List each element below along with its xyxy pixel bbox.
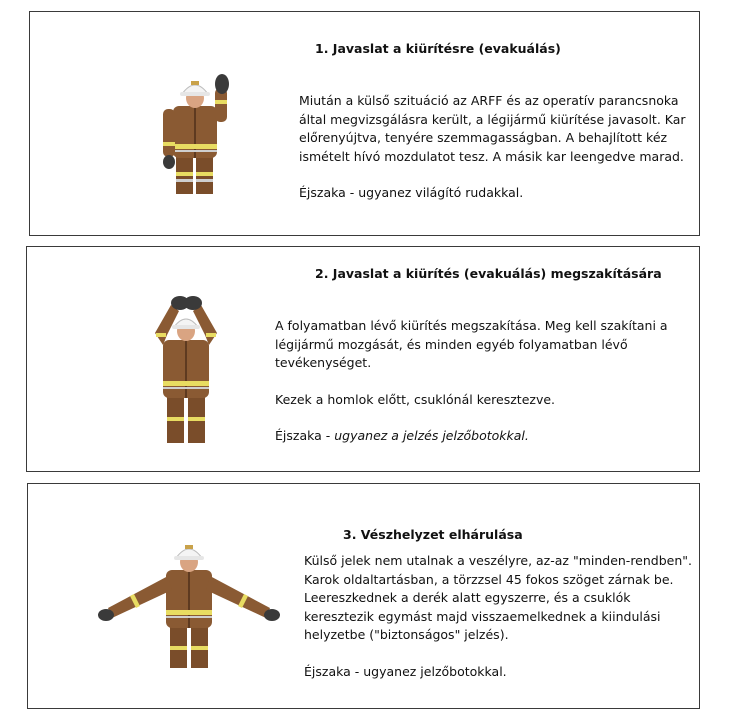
- section-title: 3. Vészhelyzet elhárulása: [343, 527, 523, 542]
- night-note: [275, 427, 695, 446]
- night-note: Éjszaka - ugyanez jelzőbotokkal.: [304, 663, 507, 679]
- section-body: [275, 317, 695, 446]
- night-note: Éjszaka - ugyanez világító rudakkal.: [299, 185, 524, 200]
- signal-card-stop-evacuation: [26, 246, 700, 472]
- night-note-prefix: Éjszaka -: [275, 428, 335, 443]
- section-paragraph: Külső jelek nem utalnak a veszélyre, az-az "minden-rendben". Karok oldaltartásban, a törzzsel 45 fokos szöget zárnak be. Leereszkednek a derék alatt egyszerre, és a csuklók keresztezik egymást majd visszaemelkednek a kiindulási helyzetbe ("biztonságos" jelzés).: [304, 553, 693, 642]
- section-body: [304, 552, 696, 681]
- signal-card-evacuation: [29, 11, 700, 236]
- section-paragraph: A folyamatban lévő kiürítés megszakítása. Meg kell szakítani a légijármű mozgását, és minden egyéb folyamatban lévő tevékenységet.: [275, 318, 668, 370]
- section-title: 1. Javaslat a kiürítésre (evakuálás): [315, 41, 561, 56]
- section-title: 2. Javaslat a kiürítés (evakuálás) megszakítására: [315, 266, 662, 281]
- section-detail: Kezek a homlok előtt, csuklónál keresztezve.: [275, 391, 556, 407]
- firefighter-raised-hand-icon: [152, 72, 242, 197]
- night-note-italic: ugyanez a jelzés jelzőbotokkal.: [334, 428, 529, 443]
- firefighter-arms-outstretched-icon: [94, 540, 284, 670]
- signal-card-emergency-resolved: [27, 483, 700, 709]
- firefighter-crossed-wrists-icon: [147, 295, 227, 445]
- section-body: [299, 92, 699, 203]
- section-paragraph: Miután a külső szituáció az ARFF és az operatív parancsnoka által megvizsgálásra került, a légijármű kiürítése javasolt. Kar előrenyújtva, tenyére szemmagasságban. A behajlított kéz ismételt hívó mozdulatot tesz. A másik kar leengedve marad.: [299, 93, 686, 164]
